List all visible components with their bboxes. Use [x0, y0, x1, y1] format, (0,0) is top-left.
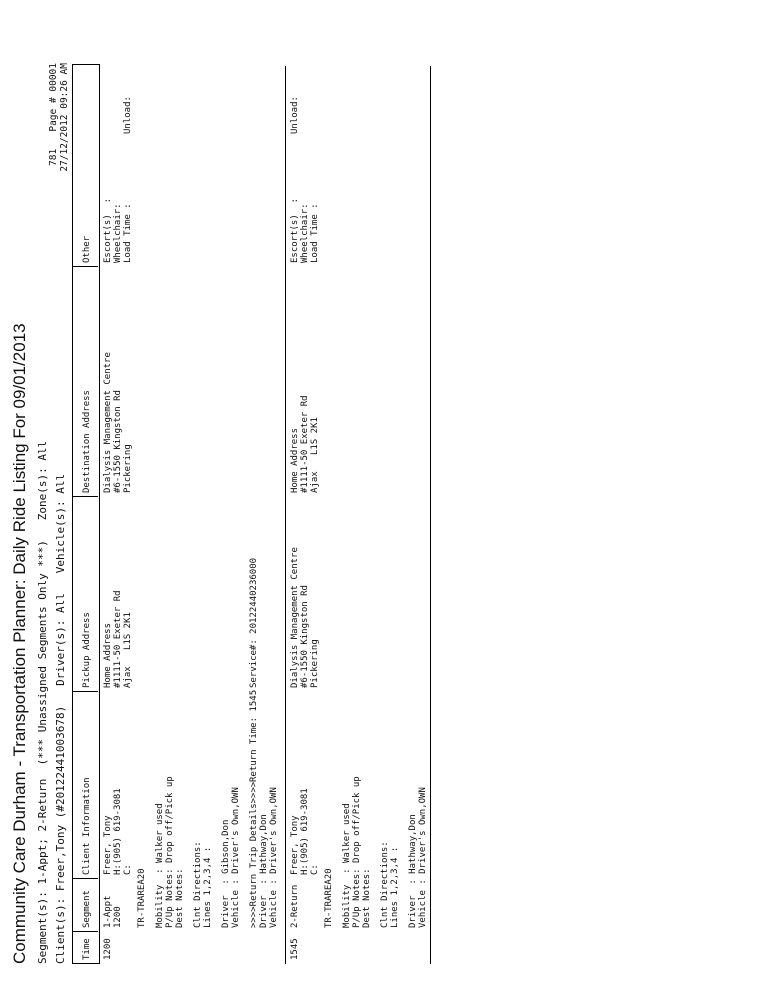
driver-line: Driver : Gibson,Don	[221, 819, 231, 928]
row-segment: 2-Return	[290, 884, 300, 928]
row-segment: 1-Appt	[103, 895, 113, 928]
vehicle-line: Vehicle : Driver's Own,OWN	[418, 787, 428, 928]
pickup-notes-line: P/Up Notes: Drop off/Pick up	[352, 776, 362, 928]
wheelchair-line: Wheelchair:	[300, 203, 310, 263]
pickup-address-line: Home Address	[103, 622, 113, 688]
client-cell: C:	[310, 864, 320, 875]
return-driver-line: Driver : Hathway,Don	[259, 814, 269, 928]
row-segment-time: 1200	[113, 906, 123, 928]
mobility-line: Mobility : Walker used	[155, 803, 165, 928]
client-filter-line: Client(s): Freer,Tony (#20122441003678) Driver(s): All Vehicle(s): All	[54, 473, 67, 964]
destination-address-line: #1111-50 Exeter Rd	[300, 395, 310, 493]
client-phone: H:(905) 619-3081	[113, 788, 123, 875]
destination-address-line: Home Address	[290, 427, 300, 493]
destination-address-line: Dialysis Management Centre	[103, 352, 113, 493]
return-time: Return Time: 1545	[249, 689, 259, 782]
page-number: 781 Page # 00001	[48, 63, 59, 166]
row-time: 1545	[290, 938, 300, 960]
escort-line: Escort(s) :	[103, 197, 113, 263]
destination-address-line: Ajax L1S 2K1	[310, 417, 320, 493]
load-time-line: Load Time :	[310, 203, 320, 263]
client-directions-label: Clnt Directions:	[380, 841, 390, 928]
pickup-address-line: #6-1550 Kingston Rd	[300, 585, 310, 688]
client-name: Freer, Tony	[290, 815, 300, 875]
pickup-address-line: Pickering	[310, 639, 320, 688]
segment-filter-line: Segment(s): 1-Appt; 2-Return (*** Unassigned Segments Only ***) Zone(s): All	[36, 440, 49, 964]
column-header-client: Client Information	[82, 777, 92, 875]
return-trip-header: >>>>Return Trip Details>>>>	[249, 781, 259, 928]
client-directions-lines: Lines 1,2,3,4 :	[203, 846, 213, 928]
trip-code: TR-TRAREA20	[137, 868, 147, 928]
pickup-address-line: #1111-50 Exeter Rd	[113, 590, 123, 688]
service-number: Service#: 20122440236000	[249, 557, 259, 688]
row-divider	[285, 66, 286, 964]
client-directions-label: Clnt Directions:	[193, 841, 203, 928]
client-name: Freer, Tony	[103, 815, 113, 875]
report-datetime: 27/12/2012 09:26 AM	[59, 63, 70, 172]
column-header-destination: Destination Address	[82, 390, 92, 493]
escort-line: Escort(s) :	[290, 197, 300, 263]
column-header-segment: Segment	[82, 890, 92, 928]
column-header-time: Time	[82, 938, 92, 960]
driver-line: Driver : Hathway,Don	[408, 814, 418, 928]
unload-line: Unload:	[290, 96, 300, 134]
table-bottom-rule	[430, 66, 431, 964]
return-vehicle-line: Vehicle : Driver's Own,OWN	[269, 787, 279, 928]
client-directions-lines: Lines 1,2,3,4 :	[390, 846, 400, 928]
report-title: Community Care Durham - Transportation Planner: Daily Ride Listing For 09/01/2013	[10, 323, 29, 964]
trip-code: TR-TRAREA20	[324, 868, 334, 928]
wheelchair-line: Wheelchair:	[113, 203, 123, 263]
row-time: 1200	[103, 938, 113, 960]
dest-notes-line: Dest Notes:	[175, 868, 185, 928]
vehicle-line: Vehicle : Driver's Own,OWN	[231, 787, 241, 928]
pickup-notes-line: P/Up Notes: Drop off/Pick up	[165, 776, 175, 928]
pickup-address-line: Dialysis Management Centre	[290, 547, 300, 688]
destination-address-line: #6-1550 Kingston Rd	[113, 390, 123, 493]
column-header-other: Other	[82, 235, 92, 263]
unload-line: Unload:	[123, 96, 133, 134]
column-header-pickup: Pickup Address	[82, 612, 92, 688]
destination-address-line: Pickering	[123, 444, 133, 493]
client-phone: H:(905) 619-3081	[300, 788, 310, 875]
dest-notes-line: Dest Notes:	[362, 868, 372, 928]
load-time-line: Load Time :	[123, 203, 133, 263]
pickup-address-line: Ajax L1S 2K1	[123, 612, 133, 688]
client-cell: C:	[123, 864, 133, 875]
mobility-line: Mobility : Walker used	[342, 803, 352, 928]
